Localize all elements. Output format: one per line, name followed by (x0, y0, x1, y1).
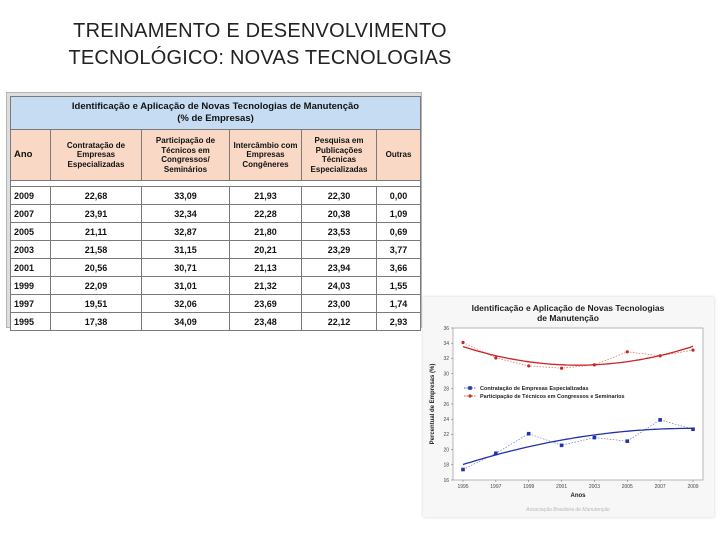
table-row (11, 259, 421, 277)
y-tick-label: 30 (443, 371, 449, 378)
cell-congress: 33,09 (142, 187, 230, 205)
x-tick-label: 2007 (654, 484, 666, 490)
series-1-point (560, 367, 563, 370)
cell-others: 0,69 (377, 223, 421, 241)
y-axis-label: Percentual de Empresas (%) (430, 363, 436, 445)
chart-title-line1: Identificação e Aplicação de Novas Tecnologias (471, 303, 665, 313)
x-tick-label: 1995 (457, 484, 469, 490)
slide-title (0, 18, 520, 72)
slide-title-line1: TREINAMENTO E DESENVOLVIMENTO (73, 20, 447, 42)
cell-exchange: 22,28 (230, 205, 302, 223)
x-tick-label: 2009 (687, 484, 699, 490)
cell-others: 0,00 (377, 187, 421, 205)
column-header-exchange: Intercâmbio com Empresas Congêneres (230, 130, 302, 181)
legend-1-marker (468, 394, 471, 397)
column-header-others: Outras (377, 130, 421, 181)
table-row (11, 241, 421, 259)
cell-congress: 32,34 (142, 205, 230, 223)
cell-congress: 34,09 (142, 313, 230, 331)
legend-0-marker (468, 386, 472, 390)
cell-exchange: 21,13 (230, 259, 302, 277)
legend-0-label: Contratação de Empresas Especializadas (480, 386, 589, 392)
data-table-frame (6, 92, 422, 328)
series-0-point (560, 444, 564, 448)
series-1-point (659, 354, 662, 357)
table-row (11, 205, 421, 223)
cell-contracting: 21,58 (51, 241, 142, 259)
table-row (11, 187, 421, 205)
cell-year: 2007 (11, 205, 51, 223)
series-0-point (593, 436, 597, 440)
cell-exchange: 23,48 (230, 313, 302, 331)
data-table (10, 96, 421, 331)
table-heading-line1: Identificação e Aplicação de Novas Tecnologias de Manutenção (71, 101, 360, 112)
cell-year: 2001 (11, 259, 51, 277)
cell-congress: 31,01 (142, 277, 230, 295)
cell-year: 1995 (11, 313, 51, 331)
plot-area (453, 328, 703, 480)
x-tick-label: 2005 (621, 484, 633, 490)
table-heading-line2: (% de Empresas) (177, 113, 254, 124)
cell-congress: 30,71 (142, 259, 230, 277)
series-1-point (461, 341, 464, 344)
cell-research: 23,53 (302, 223, 377, 241)
legend-1-label: Participação de Técnicos em Congressos e Seminarios (480, 394, 625, 400)
cell-research: 24,03 (302, 277, 377, 295)
y-tick-label: 24 (443, 417, 449, 423)
cell-exchange: 21,32 (230, 277, 302, 295)
table-main-heading (11, 97, 421, 130)
cell-others: 1,74 (377, 295, 421, 313)
cell-contracting: 17,38 (51, 313, 142, 331)
x-tick-label: 1999 (523, 484, 535, 490)
cell-others: 3,66 (377, 259, 421, 277)
cell-congress: 32,06 (142, 295, 230, 313)
cell-exchange: 20,21 (230, 241, 302, 259)
cell-exchange: 23,69 (230, 295, 302, 313)
series-0-point (658, 418, 662, 422)
cell-year: 2003 (11, 241, 51, 259)
slide-title-line2: TECNOLÓGICO: NOVAS TECNOLOGIAS (68, 47, 452, 69)
series-0-point (494, 452, 498, 456)
series-1-point (494, 356, 497, 359)
series-1-point (593, 363, 596, 366)
cell-year: 2005 (11, 223, 51, 241)
x-tick-label: 1997 (490, 484, 502, 490)
watermark-text: Associação Brasileira de Manutenção (526, 507, 610, 513)
column-header-contracting: Contratação de Empresas Especializadas (51, 130, 142, 181)
cell-contracting: 20,56 (51, 259, 142, 277)
cell-congress: 32,87 (142, 223, 230, 241)
x-axis-label: Anos (570, 493, 586, 499)
cell-research: 23,29 (302, 241, 377, 259)
cell-contracting: 19,51 (51, 295, 142, 313)
x-tick-label: 2003 (588, 484, 600, 490)
y-tick-label: 18 (443, 462, 449, 469)
table-body (11, 187, 421, 331)
trend-chart (423, 297, 714, 517)
table-row (11, 277, 421, 295)
column-header-congress: Participação de Técnicos em Congressos/ Seminários (142, 130, 230, 181)
y-tick-label: 26 (443, 401, 449, 408)
cell-year: 1997 (11, 295, 51, 313)
cell-contracting: 22,09 (51, 277, 142, 295)
y-tick-label: 32 (443, 356, 449, 363)
cell-research: 22,12 (302, 313, 377, 331)
cell-research: 23,94 (302, 259, 377, 277)
cell-exchange: 21,93 (230, 187, 302, 205)
series-1-point (691, 349, 694, 352)
cell-others: 2,93 (377, 313, 421, 331)
cell-contracting: 21,11 (51, 223, 142, 241)
series-0-point (625, 439, 629, 443)
chart-panel (423, 297, 714, 517)
cell-year: 2009 (11, 187, 51, 205)
cell-research: 20,38 (302, 205, 377, 223)
x-tick-label: 2001 (556, 484, 568, 490)
table-row (11, 313, 421, 331)
column-header-research: Pesquisa em Publicações Técnicas Especializadas (302, 130, 377, 181)
cell-contracting: 23,91 (51, 205, 142, 223)
series-0-point (691, 427, 695, 431)
table-row (11, 223, 421, 241)
series-1-point (527, 364, 530, 367)
cell-others: 3,77 (377, 241, 421, 259)
cell-exchange: 21,80 (230, 223, 302, 241)
y-tick-label: 20 (443, 447, 449, 454)
cell-year: 1999 (11, 277, 51, 295)
series-0-point (461, 468, 465, 472)
y-tick-label: 28 (443, 386, 449, 393)
chart-title-line2: de Manutenção (537, 313, 599, 323)
cell-congress: 31,15 (142, 241, 230, 259)
y-tick-label: 16 (443, 477, 449, 484)
cell-research: 23,00 (302, 295, 377, 313)
y-tick-label: 22 (443, 432, 449, 439)
cell-others: 1,09 (377, 205, 421, 223)
cell-research: 22,30 (302, 187, 377, 205)
y-tick-label: 34 (443, 341, 449, 347)
y-tick-label: 36 (443, 325, 449, 332)
column-header-year: Ano (11, 130, 51, 181)
cell-contracting: 22,68 (51, 187, 142, 205)
series-1-point (626, 350, 629, 353)
table-row (11, 295, 421, 313)
series-0-point (527, 432, 531, 436)
cell-others: 1,55 (377, 277, 421, 295)
